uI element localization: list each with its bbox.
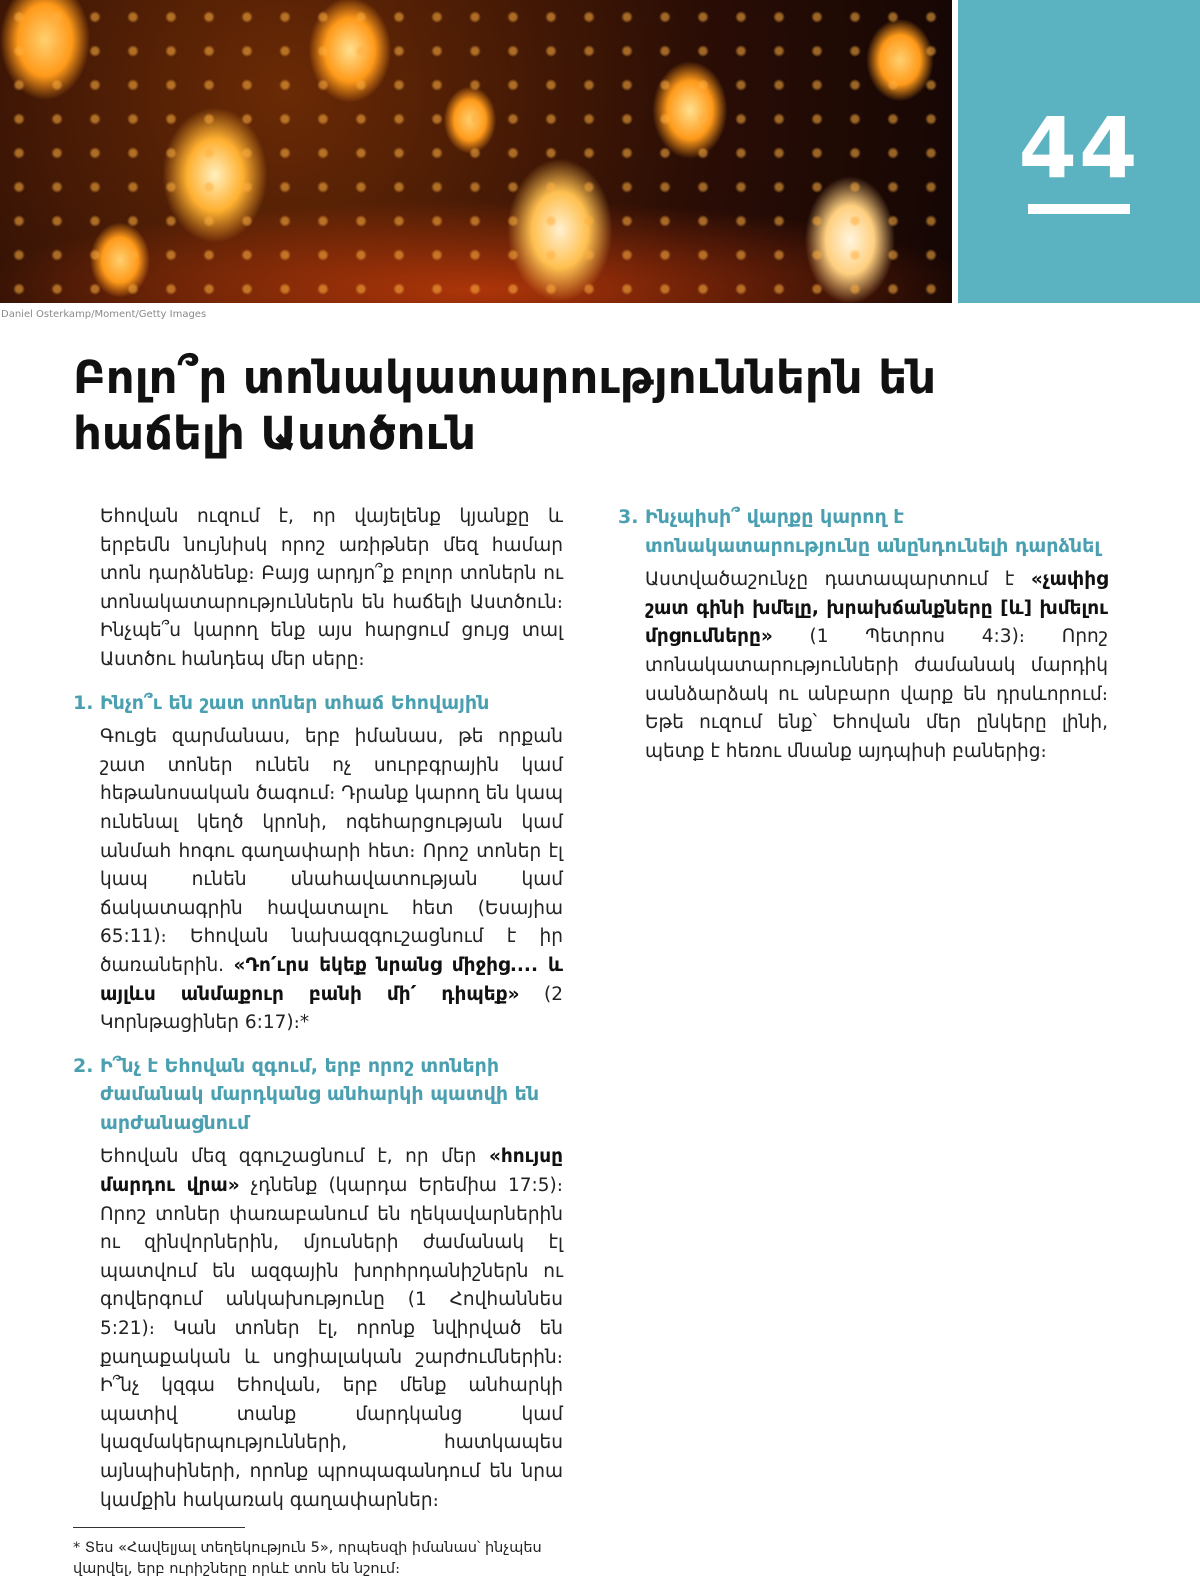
- text-run: Գուցե զարմանաս, երբ իմանաս, թե որքան շատ տոներ ունեն ոչ սուրբգրային կամ հեթանոսական ծագում։ Դրանք կարող են կապ ունենալ կեղծ կրոնի, ոգեհարցության կամ անմահ հոգու գաղափարի հետ։ Որոշ տոներ էլ կապ ունեն սնահավատության կամ ճակատագրին հավատալու հետ (Եսայիա 65:11)։ Եհովան նախազգուշացնում է իր ծառաներին.: [100, 726, 563, 976]
- lesson-number-panel: [958, 0, 1200, 303]
- lesson-number-underline: [1028, 204, 1130, 214]
- lanterns-photo: [0, 0, 952, 303]
- text-run: Եհովան մեզ զգուշացնում է, որ մեր: [100, 1146, 489, 1168]
- intro-paragraph: Եհովան ուզում է, որ վայելենք կյանքը և երբեմն նույնիսկ որոշ առիթներ մեզ համար տոն դարձնենք։ Բայց արդյո՞ք բոլոր տոներն ու տոնակատարություններն են հաճելի Աստծուն։ Ինչպե՞ս կարող ենք այս հարցում ցույց տալ Աստծու հանդեպ մեր սերը։: [100, 506, 563, 670]
- lesson-number: 44: [1018, 99, 1140, 197]
- section-3-heading: [618, 503, 1108, 560]
- section-number: 3.: [618, 506, 639, 528]
- text-run: չդնենք (կարդա Երեմիա 17:5)։ Որոշ տոներ փառաբանում են ղեկավարներին ու զինվորներին, մյուսների ժամանակ էլ պատվում են ազգային խորհրդանիշներն ու գովերգում անկախությունը (1 Հովհաննես 5:21)։ Կան տոներ էլ, որոնք նվիրված են քաղաքական և սոցիալական շարժումներին։ Ի՞նչ կզգա Եհովան, երբ մենք անհարկի պատիվ տանք մարդկանց կամ կազմակերպությունների, հատկապես այնպիսիների, որոնք պրոպագանդում են նրա կամքին հակառակ գաղափարներ։: [100, 1175, 563, 1511]
- section-heading-text: Ի՞նչ է Եհովան զգում, երբ որոշ տոների ժամանակ մարդկանց անհարկի պատվի են արժանացնում: [100, 1054, 540, 1134]
- section-number: 2.: [73, 1054, 94, 1077]
- lantern-lights: [0, 0, 952, 303]
- section-1-paragraph: [100, 723, 563, 1038]
- section-2-paragraph: [100, 1143, 563, 1515]
- bold-quote: «չափից շատ գինի խմելը, խրախճանքները [և] խմելու մրցումները»: [645, 569, 1108, 648]
- text-run: Աստվածաշունչը դատապարտում է: [645, 569, 1031, 591]
- photo-credit: Daniel Osterkamp/Moment/Getty Images: [1, 309, 207, 320]
- section-heading-text: Ինչպիսի՞ վարքը կարող է տոնակատարությունը անընդունելի դարձնել: [645, 506, 1101, 557]
- section-2-heading: [73, 1052, 563, 1138]
- bold-quote: «հույսը մարդու վրա»: [100, 1146, 563, 1197]
- text-run: (1 Պետրոս 4:3)։ Որոշ տոնակատարությունների ժամանակ մարդիկ սանձարձակ ու անբարո վարք են դրսևորում։ Եթե ուզում ենք՝ Եհովան մեր ընկերը լինի, պետք է հեռու մնանք այդպիսի բաներից։: [645, 626, 1108, 762]
- section-heading-text: Ինչո՞ւ են շատ տոներ տհաճ Եհովային: [100, 691, 490, 714]
- right-column: [618, 503, 1108, 766]
- section-number: 1.: [73, 691, 94, 714]
- text-run: (2 Կորնթացիներ 6:17)։*: [100, 983, 563, 1034]
- footnote-divider: [73, 1527, 245, 1528]
- footnote: * Տես «Հավելյալ տեղեկություն 5», որպեսզի իմանաս՝ ինչպես վարվել, երբ ուրիշները որևէ տոն են նշում։: [73, 1540, 542, 1578]
- page-title: Բոլո՞ր տոնակատարություններն են հաճելի Աստծուն: [73, 351, 937, 460]
- bold-quote: «Դո՛ւրս եկեք նրանց միջից.... և այլևս անմաքուր բանի մի՛ դիպեք»: [100, 954, 563, 1005]
- section-3-paragraph: [645, 566, 1108, 766]
- left-column: [73, 503, 563, 1580]
- section-1-heading: [73, 689, 563, 718]
